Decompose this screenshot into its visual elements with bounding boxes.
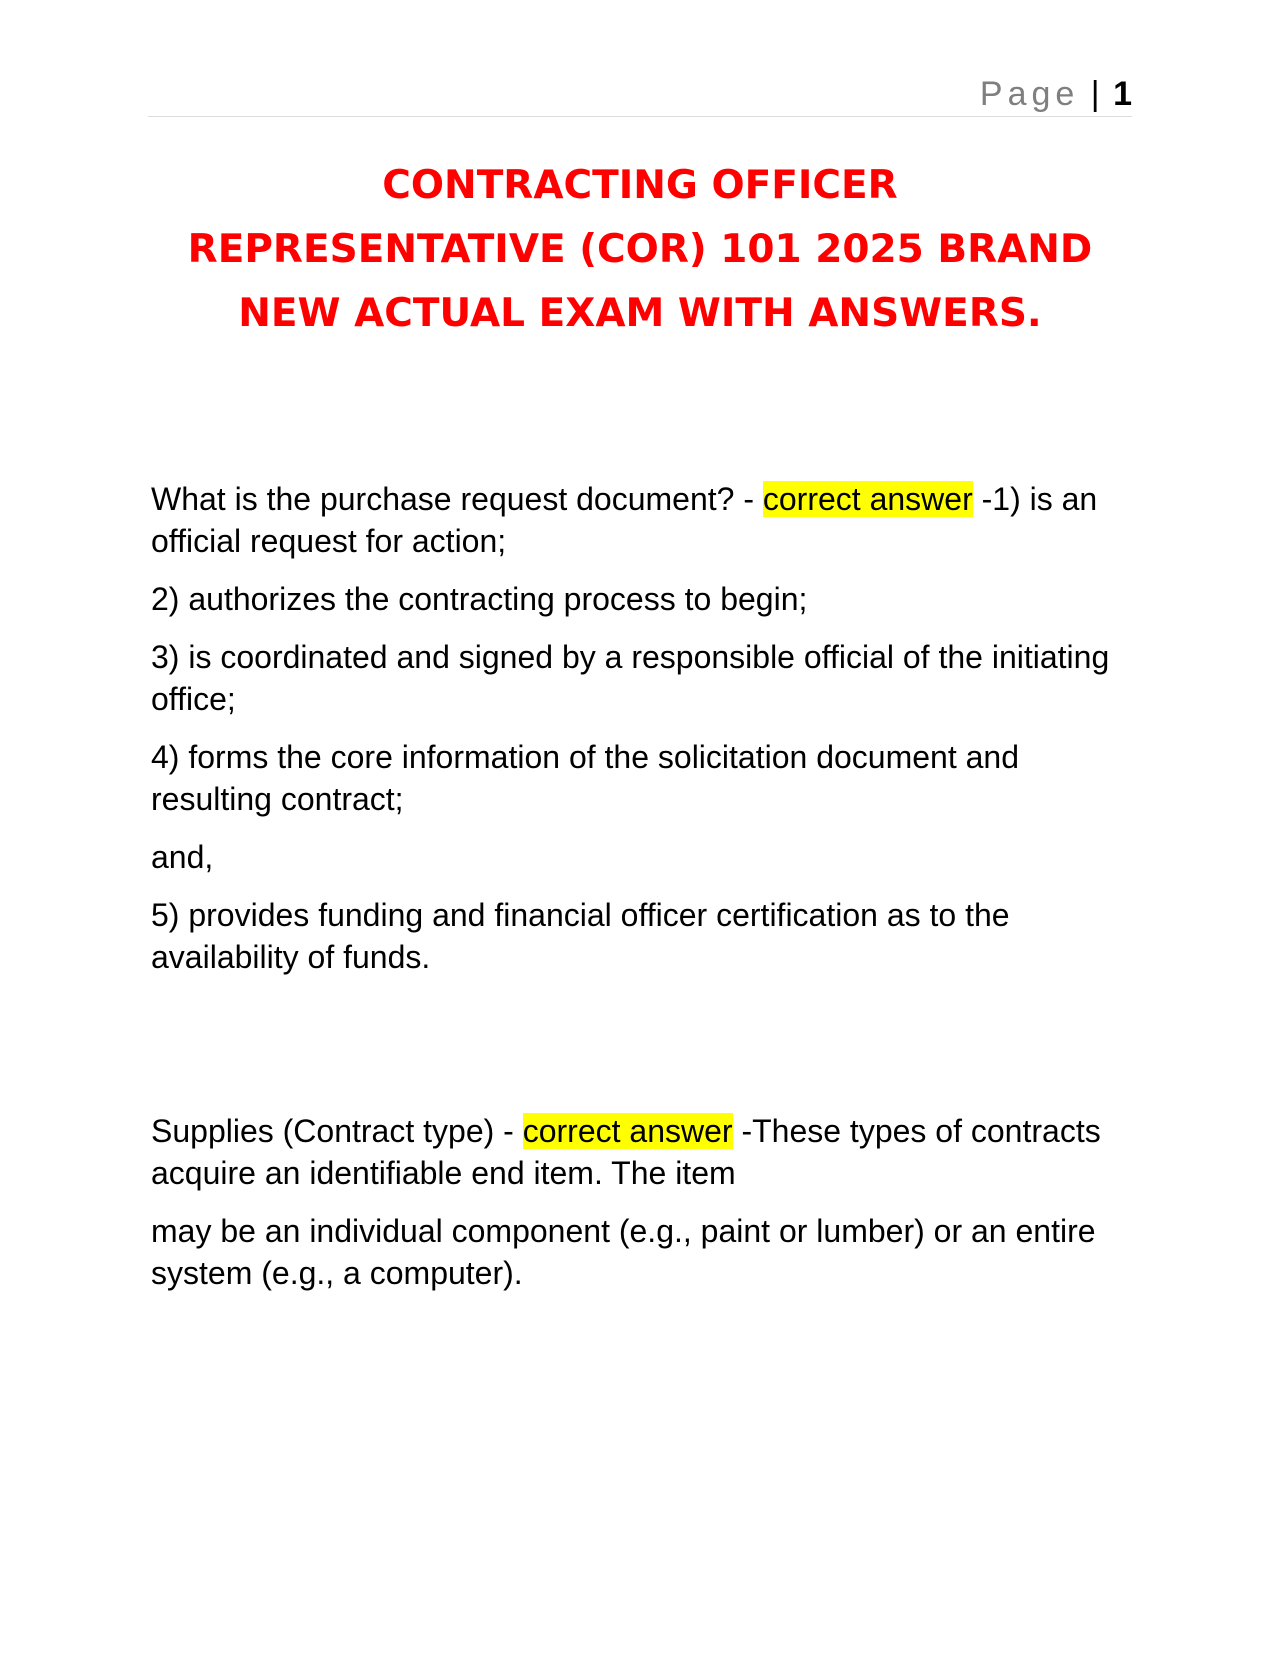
- page-separator: |: [1090, 75, 1100, 113]
- page-header: [148, 72, 1132, 117]
- answer-paragraph: 3) is coordinated and signed by a responsible official of the initiating office;: [151, 639, 1110, 717]
- qa-question-paragraph: [151, 478, 1111, 562]
- answer-paragraph: 2) authorizes the contracting process to begin;: [151, 581, 808, 617]
- page-label: Page: [979, 75, 1080, 113]
- answer-text: -These types of contracts acquire an identifiable end item. The item: [151, 1113, 1101, 1191]
- question-text: What is the purchase request document? -: [151, 481, 763, 517]
- title-line: NEW ACTUAL EXAM WITH ANSWERS.: [238, 291, 1042, 336]
- document-title: [148, 154, 1132, 346]
- answer-paragraph: 4) forms the core information of the solicitation document and resulting contract;: [151, 739, 1019, 817]
- qa-block-supplies: [151, 1110, 1111, 1310]
- answer-paragraph: and,: [151, 839, 214, 875]
- answer-text: -1) is an official request for action;: [151, 481, 1098, 559]
- qa-question-paragraph: [151, 1110, 1111, 1194]
- title-line: REPRESENTATIVE (COR) 101 2025 BRAND: [187, 227, 1093, 272]
- qa-block-purchase-request: [151, 478, 1111, 994]
- question-text: Supplies (Contract type) -: [151, 1113, 523, 1149]
- correct-answer-highlight: correct answer: [762, 481, 973, 517]
- answer-paragraph: 5) provides funding and financial officer certification as to the availability of funds.: [151, 897, 1010, 975]
- correct-answer-highlight: correct answer: [522, 1113, 733, 1149]
- answer-paragraph: may be an individual component (e.g., paint or lumber) or an entire system (e.g., a computer).: [151, 1213, 1096, 1291]
- page-number: 1: [1113, 75, 1132, 113]
- title-line: CONTRACTING OFFICER: [382, 163, 898, 208]
